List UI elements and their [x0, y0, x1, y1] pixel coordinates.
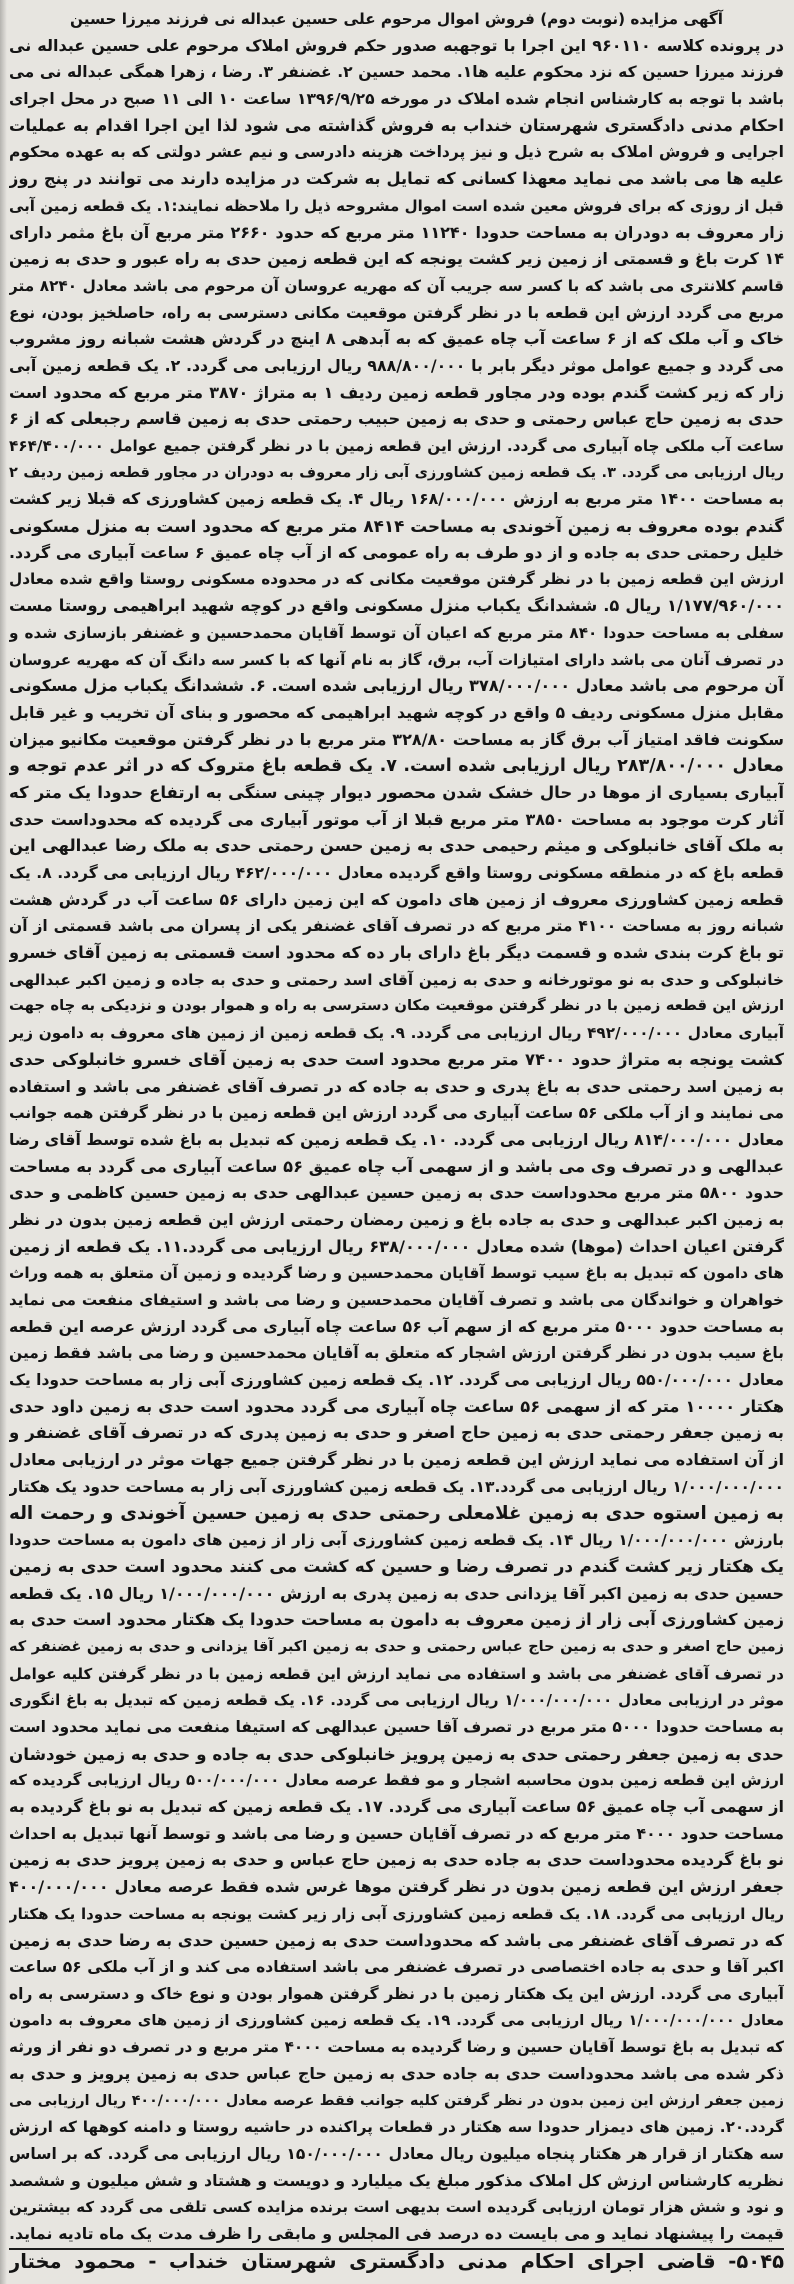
notice-line: یک هکتار زیر کشت گندم در تصرف رضا و حسین که کشت می کنند محدود است حدی به زمین	[9, 1556, 784, 1577]
notice-line: در پرونده کلاسه ۹۶۰۱۱۰ این اجرا با توجهبه صدور حکم فروش املاک مرحوم علی حسین عبداله نی	[9, 35, 784, 55]
notice-line: حدود ۵۸۰۰ متر مربع محدوداست حدی به زمین حسین عبدالهی حدی به زمین حسین کاظمی و حدی	[9, 1183, 784, 1203]
notice-line: از سهمی آب چاه عمیق ۵۶ ساعت آبیاری می گردد. ۱۷. یک قطعه زمین که تبدیل به نو باغ گردیده به	[9, 1797, 784, 1817]
notice-line: معادل ۸۱۴/۰۰۰/۰۰۰ ریال ارزیابی می گردد. ۱۰. یک قطعه زمین که تبدیل به باغ شده توسط آقای رضا	[9, 1129, 784, 1149]
notice-line: هکتار ۱۰۰۰۰ متر که از سهمی ۵۶ ساعت چاه آبیاری می گردد محدود است حدی به زمین داود حدی	[9, 1396, 784, 1416]
notice-line: ارزش این قطعه زمین بدون محاسبه اشجار و مو فقط عرصه معادل ۵۰۰/۰۰۰/۰۰۰ ریال ارزیابی گردیده که	[9, 1771, 784, 1790]
notice-line: که تبدیل به باغ توسط آقایان حسین و رضا گردیده به مساحت ۴۰۰۰ متر مربع و در تصرف دو نفر از ورثه	[9, 2038, 784, 2057]
notice-body	[9, 33, 784, 2248]
notice-signature: ۵۰۴۵- قاضی اجرای احکام مدنی دادگستری شهرستان خنداب - محمود مختار	[9, 2249, 784, 2273]
notice-line: آثار کرت موجود به مساحت ۳۸۵۰ متر مربع قبلا از آب موتور آبیاری می گردیده که محدوداست حدی	[9, 809, 784, 829]
notice-line: علیه ها می باشد می نماید معهذا کسانی که تمایل به شرکت در مزایده دارند می توانند در پنج روز	[9, 169, 784, 189]
notice-line: قاسم کلانتری می باشد که با کسر سه جریب آن که مهریه عروسان آن مرحوم می باشد معادل ۸۲۴۰ متر	[9, 276, 784, 295]
notice-line: می گردد و جمیع عوامل موثر دیگر بابر با ۹۸۸/۸۰۰/۰۰۰ ریال ارزیابی می گردد. ۲. یک قطعه زمین آبی	[9, 355, 784, 375]
notice-line: زمین حاج اصغر و حدی به زمین حاج عباس رحمتی و حدی به زمین اکبر آقا یزدانی و حدی به زمین غضنفر که	[9, 1638, 784, 1655]
notice-line: اکبر آقا و حدی به جاده اختصاصی در تصرف غضنفر می باشد استفاده می کند و از آب ملکی ۵۶ ساعت	[9, 1958, 784, 1977]
notice-line: قطعه زمین کشاورزی معروف از زمین های دامون که این زمین دارای ۵۶ ساعت آب در گردش هشت	[9, 889, 784, 909]
notice-line: سه هکتار از قرار هر هکتار پنجاه میلیون ریال معادل ۱۵۰/۰۰۰/۰۰۰ ریال ارزیابی می گردد. که بر اساس	[9, 2145, 784, 2163]
notice-line: جعفر ارزش این قطعه زمین بدون در نظر گرفتن موها غرس شده فقط عرصه معادل ۴۰۰/۰۰۰/۰۰۰	[9, 1877, 784, 1897]
notice-line: مساحت حدود ۴۰۰۰ متر مربع که در تصرف آقایان حسین و رضا می باشد و توسط آنها تبدیل به احداث	[9, 1823, 784, 1843]
notice-line: های دامون که تبدیل به باغ سیب توسط آقایان محمدحسین و رضا گردیده و زمین آن متعلق به همه وراث	[9, 1264, 784, 1283]
notice-line: مربع می گردد ارزش این قطعه با در نظر گرفتن موقعیت مکانی دسترسی به راه، حاصلخیز بودن، نوع	[9, 303, 784, 322]
notice-line: آبیاری می گردد. ارزش این یک هکتار زمین با در نظر گرفتن هموار بودن و نوع خاک و دسترسی به راه	[9, 1984, 784, 2003]
notice-line: ریال ارزیابی می گردد. ۳. یک قطعه زمین کشاورزی آبی زار معروف به دودران در مجاور قطعه زمین ردیف ۲	[9, 464, 784, 481]
notice-line: تو باغ کرت بندی شده و قسمت دیگر باغ دارای بار ده که محدود است قسمتی به زمین آقای خسرو	[9, 943, 784, 963]
notice-line: از آن استفاده می نماید ارزش این قطعه زمین با در نظر گرفتن جمیع جهات موثر در ارزیابی معادل	[9, 1450, 784, 1470]
notice-line: ارزش این قطعه زمین با در نظر گرفتن موقعیت مکانی که در محدوده مسکونی روستا واقع شده معادل	[9, 570, 784, 589]
notice-line: مقابل منزل مسکونی ردیف ۵ واقع در کوچه شهید ابراهیمی که محصور و بنای آن تخریب و غیر قابل	[9, 702, 784, 722]
notice-line: معادل ۲۸۳/۸۰۰/۰۰۰ ریال ارزیابی شده است. ۷. یک قطعه باغ متروک که در اثر عدم توجه و	[9, 756, 784, 777]
notice-line: به مساحت حدود ۵۰۰۰ متر مربع که از سهم آب ۵۶ ساعت چاه آبیاری می گردد ارزش عرصه این قطعه	[9, 1316, 784, 1336]
notice-line: زمین کشاورزی آبی زار از زمین معروف به دامون به مساحت حدودا یک هکتار محدود است حدی به	[9, 1610, 784, 1630]
notice-line: ذکر شده می باشد محدوداست حدی به جاده حدی به زمین حاج عباس حدی به زمین پرویز و حدی به	[9, 2063, 784, 2083]
notice-line: زار که زیر کشت گندم بوده ودر مجاور قطعه زمین ردیف ۱ به متراژ ۳۸۷۰ متر مربع که محدود است	[9, 382, 784, 402]
notice-line: معادل ۱/۰۰۰/۰۰۰/۰۰۰ ریال ارزیابی می گردد. ۱۹. یک قطعه زمین کشاورزی از زمین های معروف به دامون	[9, 2011, 784, 2029]
notice-line: خلیل رحمتی حدی به جاده و از دو طرف به راه عمومی که از آب چاه عمیق ۶ ساعت آبیاری می گردد.	[9, 542, 784, 562]
notice-line: ریال ارزیابی می گردد. ۱۸. یک قطعه زمین کشاورزی آبی زار زیر کشت یونجه به مساحت حدودا یک هکتار	[9, 1904, 784, 1923]
notice-line: به زمین جعفر رحمتی حدی به زمین حاج اصغر و حدی به زمین پدری که در تصرف آقای غضنفر و	[9, 1423, 784, 1443]
notice-line: که در تصرف آقای غضنفر می باشد که محدوداست حدی به زمین حسین حدی به رضا حدی به زمین	[9, 1930, 784, 1950]
notice-line: ۱۴ کرت باغ و قسمتی از زمین زیر کشت یونجه که این قطعه زمین حدی به راه عبور و حدی به زمین	[9, 249, 784, 269]
notice-line: آبیاری بسیاری از موها در حال خشک شدن محصور دیوار چینی سنگی به ارتفاع حدودا یک متر که	[9, 782, 784, 802]
notice-line: شبانه روز به مساحت ۴۱۰۰ متر مربع که در تصرف آقای غضنفر یکی از پسران می باشد قسمتی از آن	[9, 917, 784, 936]
notice-line: گرفتن اعیان احداث (موها) شده معادل ۶۳۸/۰۰۰/۰۰۰ ریال ارزیابی می گردد.۱۱. یک قطعه از زمین	[9, 1236, 784, 1256]
notice-line: به مساحت حدودا ۵۰۰۰ متر مربع در تصرف آقا حسین عبدالهی که استیفا منفعت می نماید محدود است	[9, 1718, 784, 1736]
notice-line: اجرایی و فروش املاک به شرح ذیل و نیز پرداخت هزینه دادرسی و نیم عشر دولتی که به عهده محکوم	[9, 143, 784, 162]
notice-line: حدی به زمین حاج عباس رحمتی و حدی به زمین حبیب رحمتی حدی به زمین قاسم رجبعلی که از ۶	[9, 409, 784, 429]
notice-line: نو باغ گردیده محدوداست حدی به جاده حدی به زمین حاج عباس و حدی به زمین پرویز حدی به زمین	[9, 1850, 784, 1870]
notice-line: حسین حدی به زمین اکبر آقا یزدانی حدی به زمین پدری به ارزش ۱/۰۰۰/۰۰۰/۰۰۰ ریال ۱۵. یک قطعه	[9, 1583, 784, 1603]
notice-line: و نود و شش هزار تومان ارزیابی گردیده است بدیهی است برنده مزایده کسی تلقی می گردد که بیشترین	[9, 2198, 784, 2217]
notice-line: عبدالهی و در تصرف وی می باشد و از سهمی آب چاه عمیق ۵۶ ساعت آبیاری می گردد به مساحت	[9, 1156, 784, 1176]
notice-line: قطعه باغ که در منطقه مسکونی روستا واقع گردیده معادل ۴۶۲/۰۰۰/۰۰۰ ریال ارزیابی می گردد. ۸. یک	[9, 864, 784, 882]
notice-heading: آگهی مزایده (نوبت دوم) فروش اموال مرحوم علی حسین عبداله نی فرزند میرزا حسین	[70, 10, 723, 28]
notice-line: سفلی به مساحت حدودا ۸۴۰ متر مربع که اعیان آن توسط آقایان محمدحسین و غضنفر بازسازی شده و	[9, 623, 784, 642]
notice-line: نظریه کارشناس ارزش کل املاک مذکور مبلغ یک میلیارد و دویست و هشتاد و شش میلیون و ششصد	[9, 2170, 784, 2190]
notice-line: به ملک آقای خانبلوکی و میثم رحیمی حدی به زمین حسن رحمتی حدی به ملک رضا عبدالهی این	[9, 836, 784, 856]
notice-line: ۱/۱۷۷/۹۶۰/۰۰۰ ریال ۵. ششدانگ یکباب منزل مسکونی واقع در کوچه شهید ابراهیمی روستا مست	[9, 596, 784, 616]
notice-line: ۱/۰۰۰/۰۰۰/۰۰۰ ریال ارزیابی می گردد.۱۳. یک قطعه زمین کشاورزی آبی زار به مساحت حدود یک هکتار	[9, 1477, 784, 1496]
notice-line: خاک و آب ملک که از ۶ ساعت آب چاه عمیق که به آبدهی ۸ اینچ در گردش هشت شبانه روز مشروب	[9, 329, 784, 349]
notice-line: آبیاری معادل ۴۹۲/۰۰۰/۰۰۰ ریال ارزیابی می گردد. ۹. یک قطعه زمین از زمین های معروف به دامون زیر	[9, 1024, 784, 1043]
notice-line: گردد.۲۰. زمین های دیمزار حدودا سه هکتار در قطعات پراکنده در حاشیه روستا و دامنه کوهها که ارزش	[9, 2118, 784, 2137]
notice-line: آن مرحوم می باشد معادل ۳۷۸/۰۰۰/۰۰۰ ریال ارزیابی شده است. ۶. ششدانگ یکباب مزل مسکونی	[9, 676, 784, 696]
notice-line: زار معروف به دودران به مساحت حدودا ۱۱۲۴۰ متر مربع که حدود ۲۶۶۰ متر مربع آن باغ مثمر دارای	[9, 222, 784, 242]
notice-line: به زمین اسد رحمتی حدی به باغ پدری و حدی به جاده که در تصرف آقای غضنفر می باشد و استفاده	[9, 1076, 784, 1096]
notice-line: باغ سیب بدون در نظر گرفتن ارزش اشجار که متعلق به آقایان محمدحسین و رضا می باشد فقط زمین	[9, 1344, 784, 1363]
notice-line: خانبلوکی و حدی به نو موتورخانه و حدی به زمین آقای اسد رحمتی و حدی به جاده و زمین اکبر عبدالهی	[9, 970, 784, 989]
notice-line: کشت یونجه به متراژ حدود ۷۴۰۰ متر مربع محدود است حدی به زمین آقای خسرو خانبلوکی حدی	[9, 1049, 784, 1069]
notice-line: فرزند میرزا حسین که نزد محکوم علیه ها۱. محمد حسین ۲. غضنفر ۳. رضا ، زهرا همگی عبداله نی می	[9, 63, 784, 82]
notice-line: باشد با توجه به کارشناس انجام شده املاک در مورخه ۱۳۹۶/۹/۲۵ ساعت ۱۰ الی ۱۱ صبح در محل اجرای	[9, 90, 784, 109]
notice-line: در تصرف آنان می باشد دارای امتیازات آب، برق، گاز به نام آنها که با کسر سه دانگ آن که مهریه عروسان	[9, 650, 784, 669]
notice-line: موثر در ارزیابی معادل ۱/۰۰۰/۰۰۰/۰۰۰ ریال ارزیابی می گردد. ۱۶. یک قطعه زمین که تبدیل به باغ انگوری	[9, 1691, 784, 1710]
notice-line: ساعت آب ملکی چاه آبیاری می گردد. ارزش این قطعه زمین با در نظر گرفتن جمیع عوامل ۴۶۴/۴۰۰/۰۰۰	[9, 437, 784, 455]
notice-line: ارزش این قطعه زمین با در نظر گرفتن موقعیت مکان دسترسی به راه و هموار بودن و نزدیکی به چاه جهت	[9, 997, 784, 1015]
notice-line: گندم بوده معروف به زمین آخوندی به مساحت ۸۴۱۴ متر مربع که محدود است به منزل مسکونی	[9, 516, 784, 537]
notice-line: می نمایند و از آب ملکی ۵۶ ساعت آبیاری می گردد ارزش این قطعه زمین با در نظر گرفتن همه جوانب	[9, 1104, 784, 1123]
notice-line: قیمت را پیشنهاد نماید و می بایست ده درصد فی المجلس و مابقی را ظرف مدت یک ماه تادیه نماید.	[9, 2224, 784, 2244]
notice-line: سکونت فاقد امتیاز آب برق گاز به مساحت ۳۲۸/۸۰ متر مربع با در نظر گرفتن موقعیت مکانیو میزان	[9, 729, 784, 749]
notice-line: در تصرف آقای غضنفر می باشد و استفاده می نماید ارزش این قطعه زمین با در نظر گرفتن کلیه عوامل	[9, 1664, 784, 1683]
notice-line: حدی به زمین جعفر رحمتی حدی به زمین پرویز خانبلوکی حدی به جاده و حدی به زمین خودشان	[9, 1743, 784, 1764]
notice-line: به مساحت ۱۴۰۰ متر مربع به ارزش ۱۶۸/۰۰۰/۰۰۰ ریال ۴. یک قطعه زمین کشاورزی که قبلا زیر کشت	[9, 489, 784, 509]
notice-line: زمین جعفر ارزش این زمین بدون در نظر گرفتن کلیه جوانب فقط عرصه معادل ۴۰۰/۰۰۰/۰۰۰ ریال ارزیابی می	[9, 2092, 784, 2109]
notice-line: به زمین اکبر عبدالهی و حدی به جاده باغ و زمین رمضان رحمتی ارزش این قطعه زمین بدون در نظر	[9, 1209, 784, 1229]
notice-line: قبل از روزی که برای فروش معین شده است اموال مشروحه ذیل را ملاحظه نمایند:۱. یک قطعه زمین آبی	[9, 196, 784, 215]
notice-line: خواهران و خواندگان می باشد و تصرف آقایان محمدحسین و رضا می باشد و استیفای منفعت می نماید	[9, 1291, 784, 1309]
notice-line: بارزش ۱/۰۰۰/۰۰۰/۰۰۰ ریال ۱۴. یک قطعه زمین کشاورزی آبی زار از زمین های دامون به مساحت حدودا	[9, 1531, 784, 1550]
notice-line: معادل ۵۵۰/۰۰۰/۰۰۰ ریال ارزیابی می گردد. ۱۲. یک قطعه زمین کشاورزی آبی زار به مساحت حدودا یک	[9, 1371, 784, 1390]
notice-line: احکام مدنی دادگستری شهرستان خنداب به فروش گذاشته می شود لذا این اجرا اقدام به عملیات	[9, 115, 784, 135]
notice-line: به زمین استوه حدی به زمین غلامعلی رحمتی حدی به زمین حسین آخوندی و رحمت اله	[9, 1502, 784, 1524]
